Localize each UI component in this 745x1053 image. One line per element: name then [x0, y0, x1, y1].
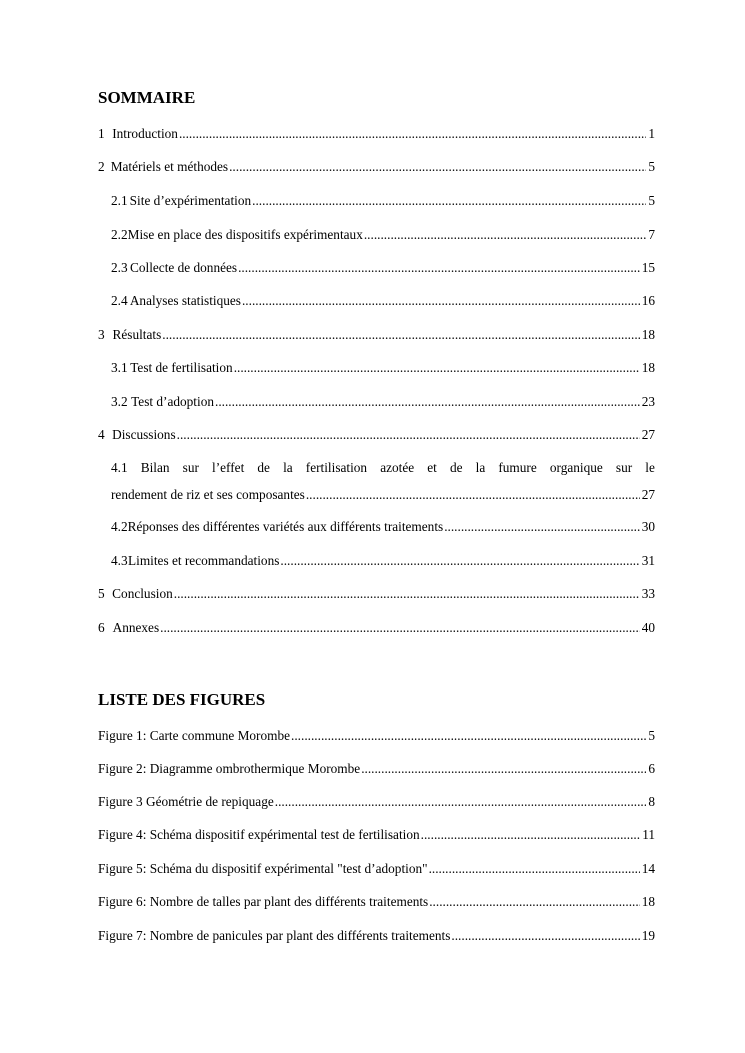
toc-entry-page: 16	[641, 293, 655, 308]
toc-entry[interactable]	[98, 426, 655, 444]
dot-leader	[252, 192, 646, 210]
figure-entry-page: 18	[641, 894, 655, 909]
toc-entry-title: Test d’adoption	[131, 394, 214, 409]
toc-entry-number: 6	[98, 620, 105, 635]
toc-entry[interactable]	[111, 259, 655, 277]
dot-leader	[242, 292, 640, 310]
toc-entry-number: 4	[98, 427, 105, 442]
toc-entry-title: Réponses des différentes variétés aux différents traitements	[127, 519, 444, 534]
toc-entry-number: 2.3	[111, 260, 128, 275]
toc-entry-number: 1	[98, 126, 105, 141]
toc-entry-page: 27	[641, 487, 655, 502]
toc-entry-title: Test de fertilisation	[130, 360, 233, 375]
dot-leader	[451, 927, 639, 945]
dot-leader	[280, 552, 639, 570]
figure-entry[interactable]	[98, 893, 655, 911]
toc-entry-word: la	[283, 460, 293, 475]
toc-entry[interactable]	[98, 585, 655, 603]
dot-leader	[229, 158, 646, 176]
dot-leader	[429, 860, 640, 878]
toc-entry-page: 18	[641, 360, 655, 375]
toc-entry-word: le	[645, 460, 655, 475]
toc-entry-word: de	[449, 460, 463, 475]
figure-entry-title: Figure 3 Géométrie de repiquage	[98, 794, 274, 809]
figure-entry-page: 11	[642, 827, 655, 842]
toc-entry[interactable]	[111, 292, 655, 310]
toc-entry-word: sur	[182, 460, 199, 475]
toc-entry-title: Analyses statistiques	[129, 293, 241, 308]
toc-entry-word: organique	[549, 460, 603, 475]
toc-entry[interactable]	[111, 359, 655, 377]
dot-leader	[421, 826, 641, 844]
toc-entry-number: 2.2	[111, 227, 128, 242]
toc-entry[interactable]	[111, 518, 655, 536]
figure-entry-page: 6	[648, 761, 655, 776]
toc-entry-word: fertilisation	[305, 460, 368, 475]
toc-entry-title: Introduction	[112, 126, 178, 141]
dot-leader	[361, 760, 646, 778]
figure-entry-title: Figure 4: Schéma dispositif expérimental test de fertilisation	[98, 827, 420, 842]
toc-entry-title: Discussions	[112, 427, 176, 442]
toc-entry[interactable]	[98, 326, 655, 344]
toc-entry[interactable]	[98, 619, 655, 637]
toc-entry-number: 5	[98, 586, 105, 601]
dot-leader	[160, 619, 640, 637]
toc-entry-number: 2.1	[111, 193, 128, 208]
toc-entry-word: Bilan	[140, 460, 170, 475]
toc-entry-page: 5	[648, 193, 655, 208]
dot-leader	[275, 793, 647, 811]
toc-entry-wrapped-line1[interactable]	[111, 459, 655, 477]
toc-entry-number: 4.1	[111, 460, 128, 475]
toc-entry-title: Collecte de données	[130, 260, 238, 275]
toc-entry-number: 3.1	[111, 360, 128, 375]
toc-entry[interactable]	[98, 158, 655, 176]
toc-entry-word: azotée	[380, 460, 415, 475]
toc-entry-page: 33	[641, 586, 655, 601]
figure-entry-title: Figure 2: Diagramme ombrothermique Morombe	[98, 761, 361, 776]
dot-leader	[238, 259, 640, 277]
dot-leader	[162, 326, 639, 344]
toc-entry[interactable]	[98, 125, 655, 143]
figure-entry[interactable]	[98, 793, 655, 811]
toc-entry[interactable]	[111, 226, 655, 244]
dot-leader	[174, 585, 640, 603]
toc-entry-page: 7	[648, 227, 655, 242]
figure-entry-title: Figure 7: Nombre de panicules par plant des différents traitements	[98, 928, 451, 943]
toc-entry-title: Mise en place des dispositifs expérimentaux	[127, 227, 363, 242]
toc-entry-number: 3.2	[111, 394, 128, 409]
toc-entry-number: 2.4	[111, 293, 128, 308]
figure-entry[interactable]	[98, 860, 655, 878]
toc-entry-word: de	[257, 460, 270, 475]
dot-leader	[429, 893, 639, 911]
figure-entry-page: 14	[641, 861, 655, 876]
toc-entry[interactable]	[111, 393, 655, 411]
toc-entry-word: la	[475, 460, 486, 475]
figure-entry[interactable]	[98, 927, 655, 945]
toc-entry-page: 30	[641, 519, 655, 534]
toc-entry-number: 3	[98, 327, 105, 342]
toc-entry-page: 1	[648, 126, 655, 141]
toc-entry-title: Annexes	[112, 620, 160, 635]
figure-entry[interactable]	[98, 727, 655, 745]
dot-leader	[179, 125, 646, 143]
dot-leader	[306, 486, 640, 504]
dot-leader	[215, 393, 640, 411]
toc-entry-title: rendement de riz et ses composantes	[111, 487, 305, 502]
figure-entry[interactable]	[98, 826, 655, 844]
figure-entry-title: Figure 1: Carte commune Morombe	[98, 728, 291, 743]
toc-entry-word: sur	[615, 460, 633, 475]
toc-entry-number: 2	[98, 159, 105, 174]
toc-entry-title: Site d’expérimentation	[129, 193, 252, 208]
toc-entry[interactable]	[111, 192, 655, 210]
toc-entry-word: l’effet	[212, 460, 245, 475]
toc-entry-title: Limites et recommandations	[128, 553, 280, 568]
toc-entry-word: et	[427, 460, 437, 475]
dot-leader	[234, 359, 640, 377]
toc-entry-page: 15	[641, 260, 655, 275]
toc-entry-page: 23	[641, 394, 655, 409]
toc-entry[interactable]	[111, 552, 655, 570]
figures-heading: LISTE DES FIGURES	[98, 690, 266, 709]
toc-entry-number: 4.3	[111, 553, 128, 568]
toc-entry-page: 40	[641, 620, 655, 635]
figure-entry-title: Figure 6: Nombre de talles par plant des différents traitements	[98, 894, 429, 909]
figure-entry-page: 8	[648, 794, 655, 809]
figure-entry-page: 5	[648, 728, 655, 743]
toc-entry-word: fumure	[498, 460, 537, 475]
figure-entry-title: Figure 5: Schéma du dispositif expérimental "test d’adoption"	[98, 861, 428, 876]
dot-leader	[364, 226, 646, 244]
figure-entry-page: 19	[641, 928, 655, 943]
toc-entry-title: Résultats	[112, 327, 162, 342]
toc-entry-page: 5	[648, 159, 655, 174]
dot-leader	[291, 727, 646, 745]
figure-entry[interactable]	[98, 760, 655, 778]
toc-entry-page: 27	[641, 427, 655, 442]
toc-entry-page: 31	[641, 553, 655, 568]
toc-entry-page: 18	[641, 327, 655, 342]
toc-entry-title: Matériels et méthodes	[110, 159, 229, 174]
toc-heading: SOMMAIRE	[98, 88, 196, 107]
toc-entry-number: 4.2	[111, 519, 128, 534]
toc-entry-wrapped-line2[interactable]	[111, 486, 655, 504]
dot-leader	[177, 426, 640, 444]
toc-entry-title: Conclusion	[112, 586, 173, 601]
dot-leader	[444, 518, 640, 536]
